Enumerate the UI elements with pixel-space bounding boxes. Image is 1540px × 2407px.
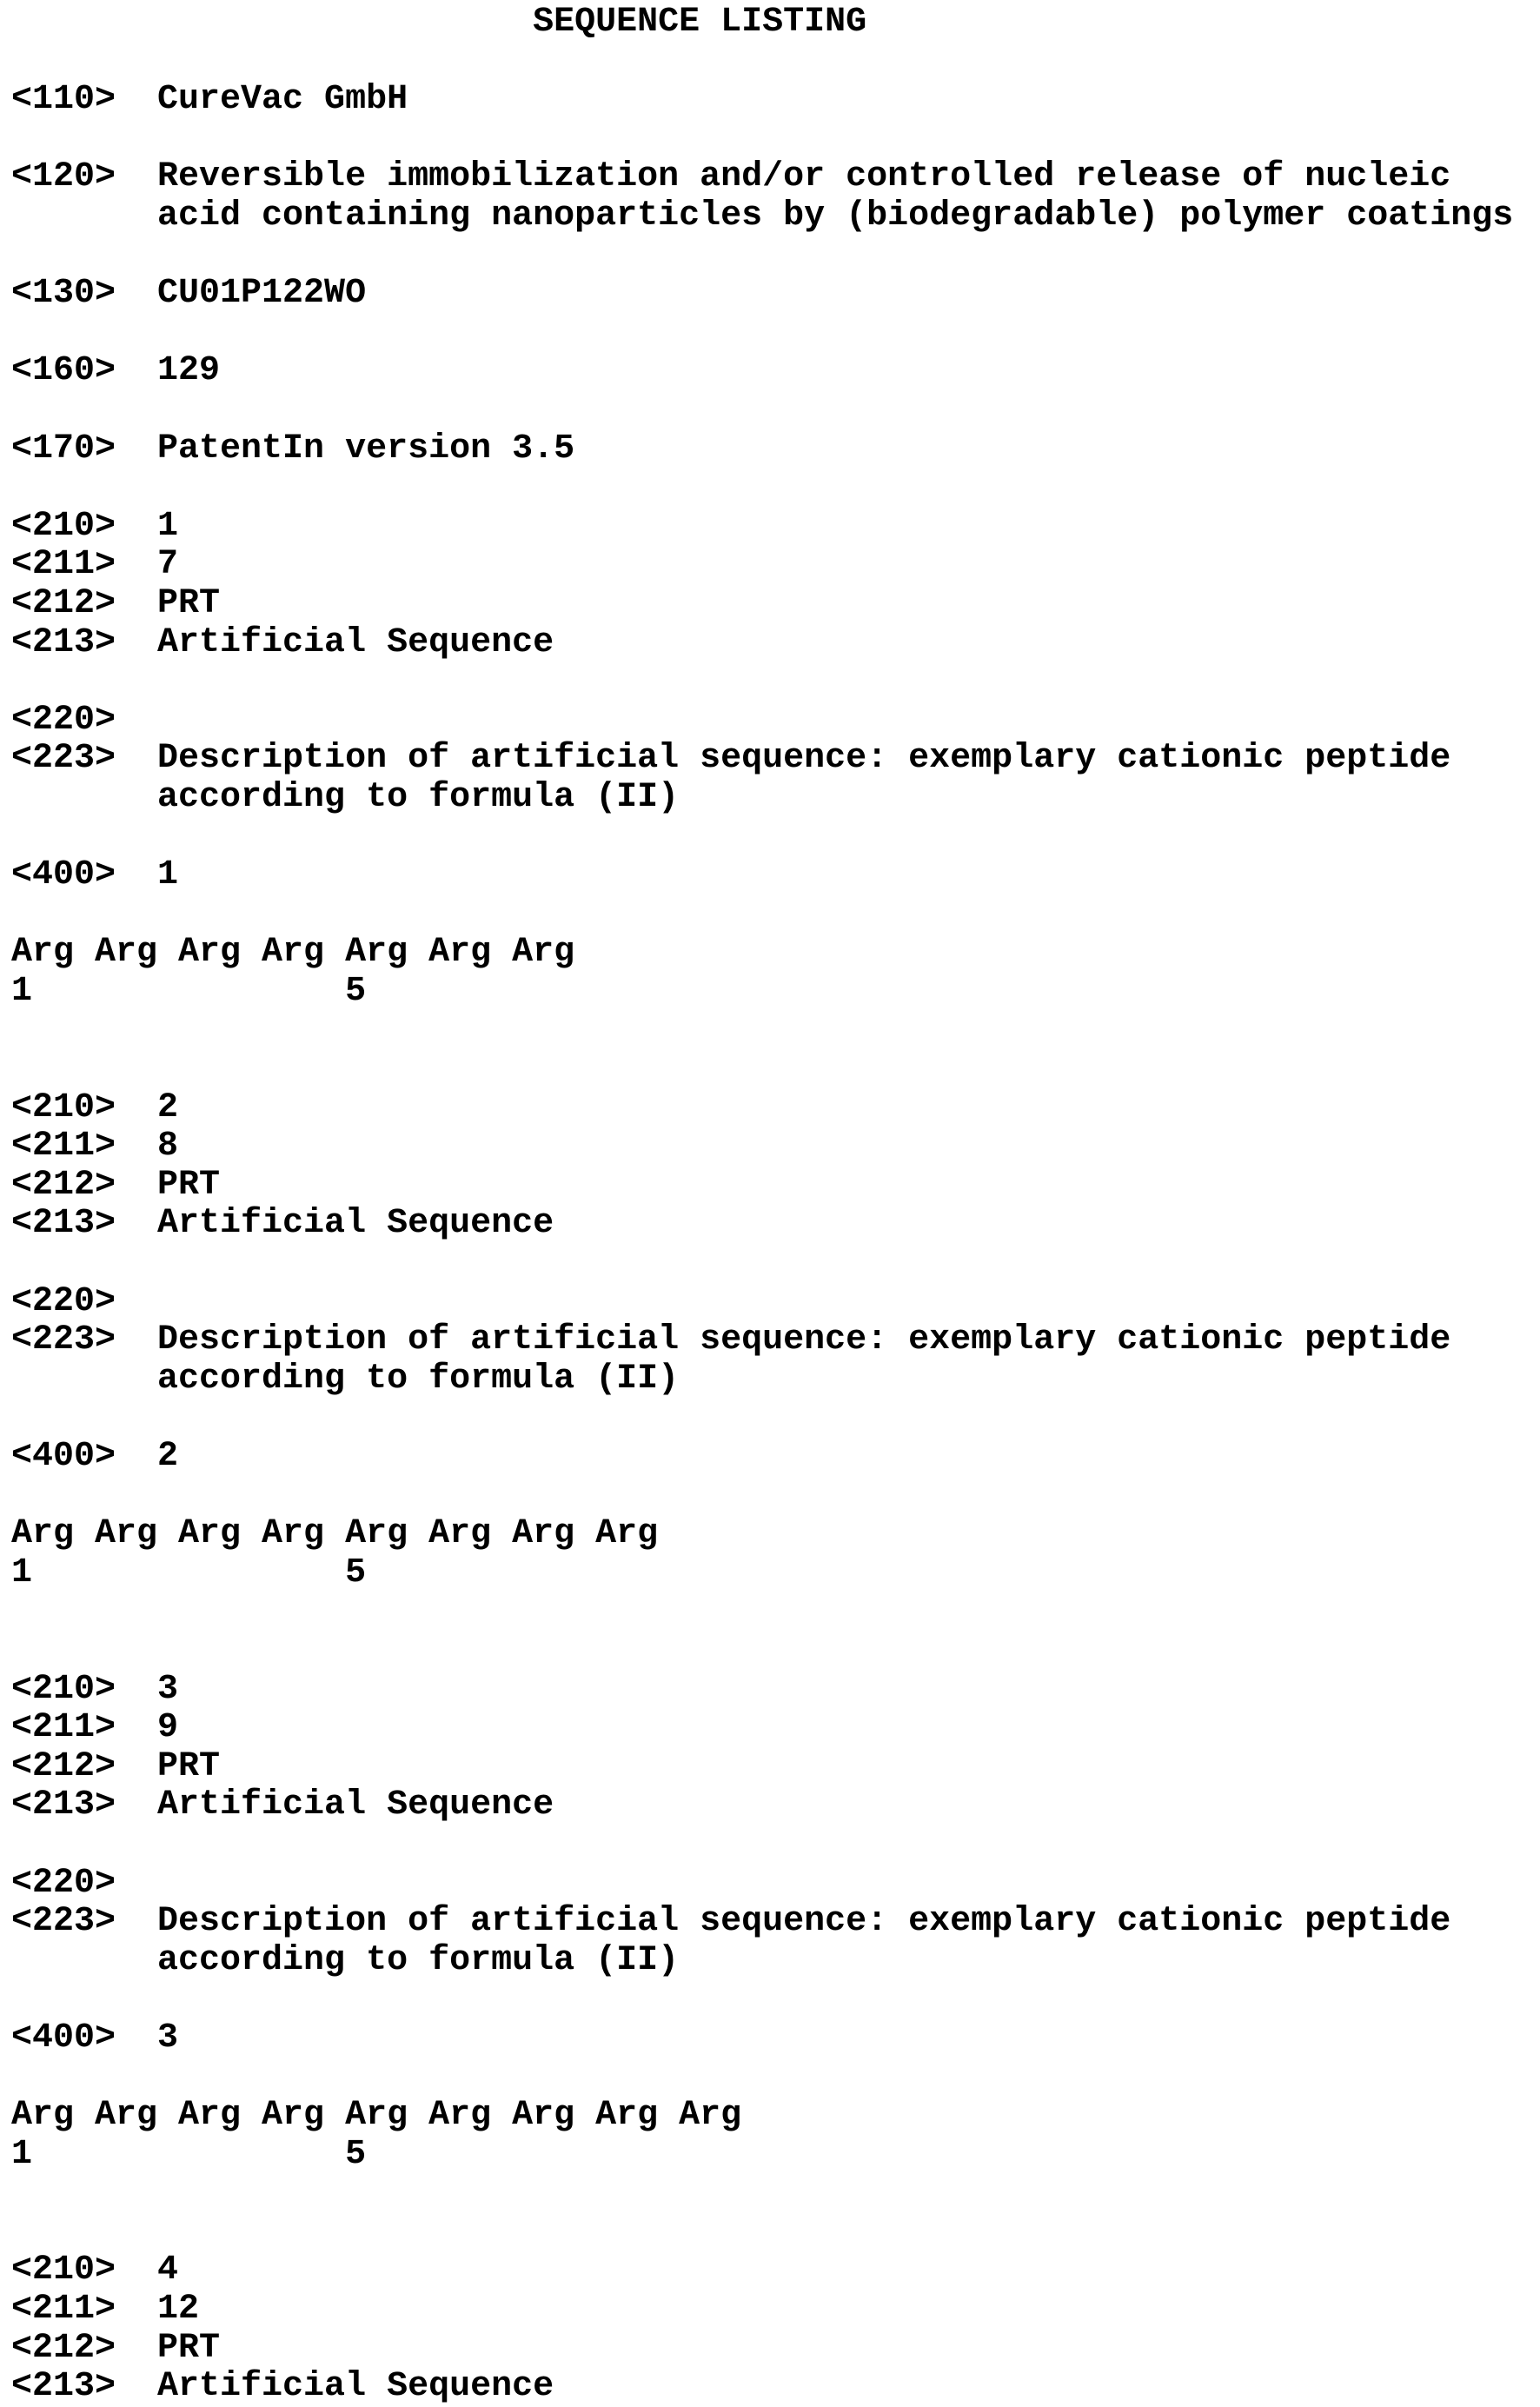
blank-line <box>11 1825 1540 1865</box>
seq2-field-210: <210> 2 <box>11 1087 179 1127</box>
seq2-field-400: <400> 2 <box>11 1436 179 1476</box>
seq3-field-220: <220> <box>11 1863 116 1903</box>
seq1-field-212: <212> PRT <box>11 583 221 623</box>
blank-line <box>11 1980 1540 2019</box>
doc-title: SEQUENCE LISTING <box>11 3 867 42</box>
field-170: <170> PatentIn version 3.5 <box>11 429 575 469</box>
seq2-field-220: <220> <box>11 1281 116 1321</box>
seq1-field-210: <210> 1 <box>11 506 179 546</box>
field-130: <130> CU01P122WO <box>11 274 367 314</box>
seq1-numbering: 1 5 <box>11 971 367 1011</box>
seq2-residues: Arg Arg Arg Arg Arg Arg Arg Arg <box>11 1514 659 1554</box>
seq3-field-210: <210> 3 <box>11 1669 179 1709</box>
blank-line <box>11 1632 1540 1671</box>
seq4-field-213: <213> Artificial Sequence <box>11 2367 554 2407</box>
blank-line <box>11 2174 1540 2213</box>
blank-line <box>11 817 1540 856</box>
seq4-field-212: <212> PRT <box>11 2328 221 2368</box>
seq3-numbering: 1 5 <box>11 2134 367 2174</box>
blank-line <box>11 1011 1540 1050</box>
seq2-field-223-cont: according to formula (II) <box>11 1359 680 1399</box>
seq4-field-210: <210> 4 <box>11 2251 179 2291</box>
seq3-field-223-cont: according to formula (II) <box>11 1940 680 1980</box>
field-120: <120> Reversible immobilization and/or controlled release of nucleic <box>11 157 1451 197</box>
seq2-field-211: <211> 8 <box>11 1127 179 1167</box>
seq3-residues: Arg Arg Arg Arg Arg Arg Arg Arg Arg <box>11 2096 742 2136</box>
seq1-field-400: <400> 1 <box>11 855 179 895</box>
seq3-field-223: <223> Description of artificial sequence: exemplary cationic peptide <box>11 1902 1451 1942</box>
blank-line <box>11 120 1540 159</box>
blank-line <box>11 1244 1540 1283</box>
seq2-field-212: <212> PRT <box>11 1165 221 1205</box>
seq3-field-213: <213> Artificial Sequence <box>11 1785 554 1825</box>
field-160: <160> 129 <box>11 351 221 391</box>
blank-line <box>11 662 1540 701</box>
seq3-field-212: <212> PRT <box>11 1746 221 1786</box>
blank-line <box>11 314 1540 353</box>
field-120-cont: acid containing nanoparticles by (biodegradable) polymer coatings <box>11 196 1514 236</box>
document-text <box>11 3 1540 2407</box>
seq1-field-211: <211> 7 <box>11 545 179 585</box>
seq2-field-223: <223> Description of artificial sequence: exemplary cationic peptide <box>11 1320 1451 1360</box>
blank-line <box>11 1050 1540 1089</box>
seq1-field-213: <213> Artificial Sequence <box>11 622 554 662</box>
blank-line <box>11 1477 1540 1516</box>
blank-line <box>11 1592 1540 1632</box>
blank-line <box>11 391 1540 430</box>
seq3-field-400: <400> 3 <box>11 2018 179 2058</box>
blank-line <box>11 2213 1540 2252</box>
seq1-field-223: <223> Description of artificial sequence: exemplary cationic peptide <box>11 739 1451 779</box>
field-110: <110> CureVac GmbH <box>11 80 408 120</box>
blank-line <box>11 2058 1540 2097</box>
blank-line <box>11 1399 1540 1438</box>
blank-line <box>11 43 1540 82</box>
seq1-residues: Arg Arg Arg Arg Arg Arg Arg <box>11 933 575 973</box>
seq2-field-213: <213> Artificial Sequence <box>11 1204 554 1244</box>
seq1-field-220: <220> <box>11 700 116 740</box>
seq4-field-211: <211> 12 <box>11 2290 200 2330</box>
blank-line <box>11 469 1540 508</box>
seq2-numbering: 1 5 <box>11 1553 367 1592</box>
seq1-field-223-cont: according to formula (II) <box>11 777 680 817</box>
blank-line <box>11 236 1540 276</box>
seq3-field-211: <211> 9 <box>11 1708 179 1748</box>
blank-line <box>11 895 1540 934</box>
